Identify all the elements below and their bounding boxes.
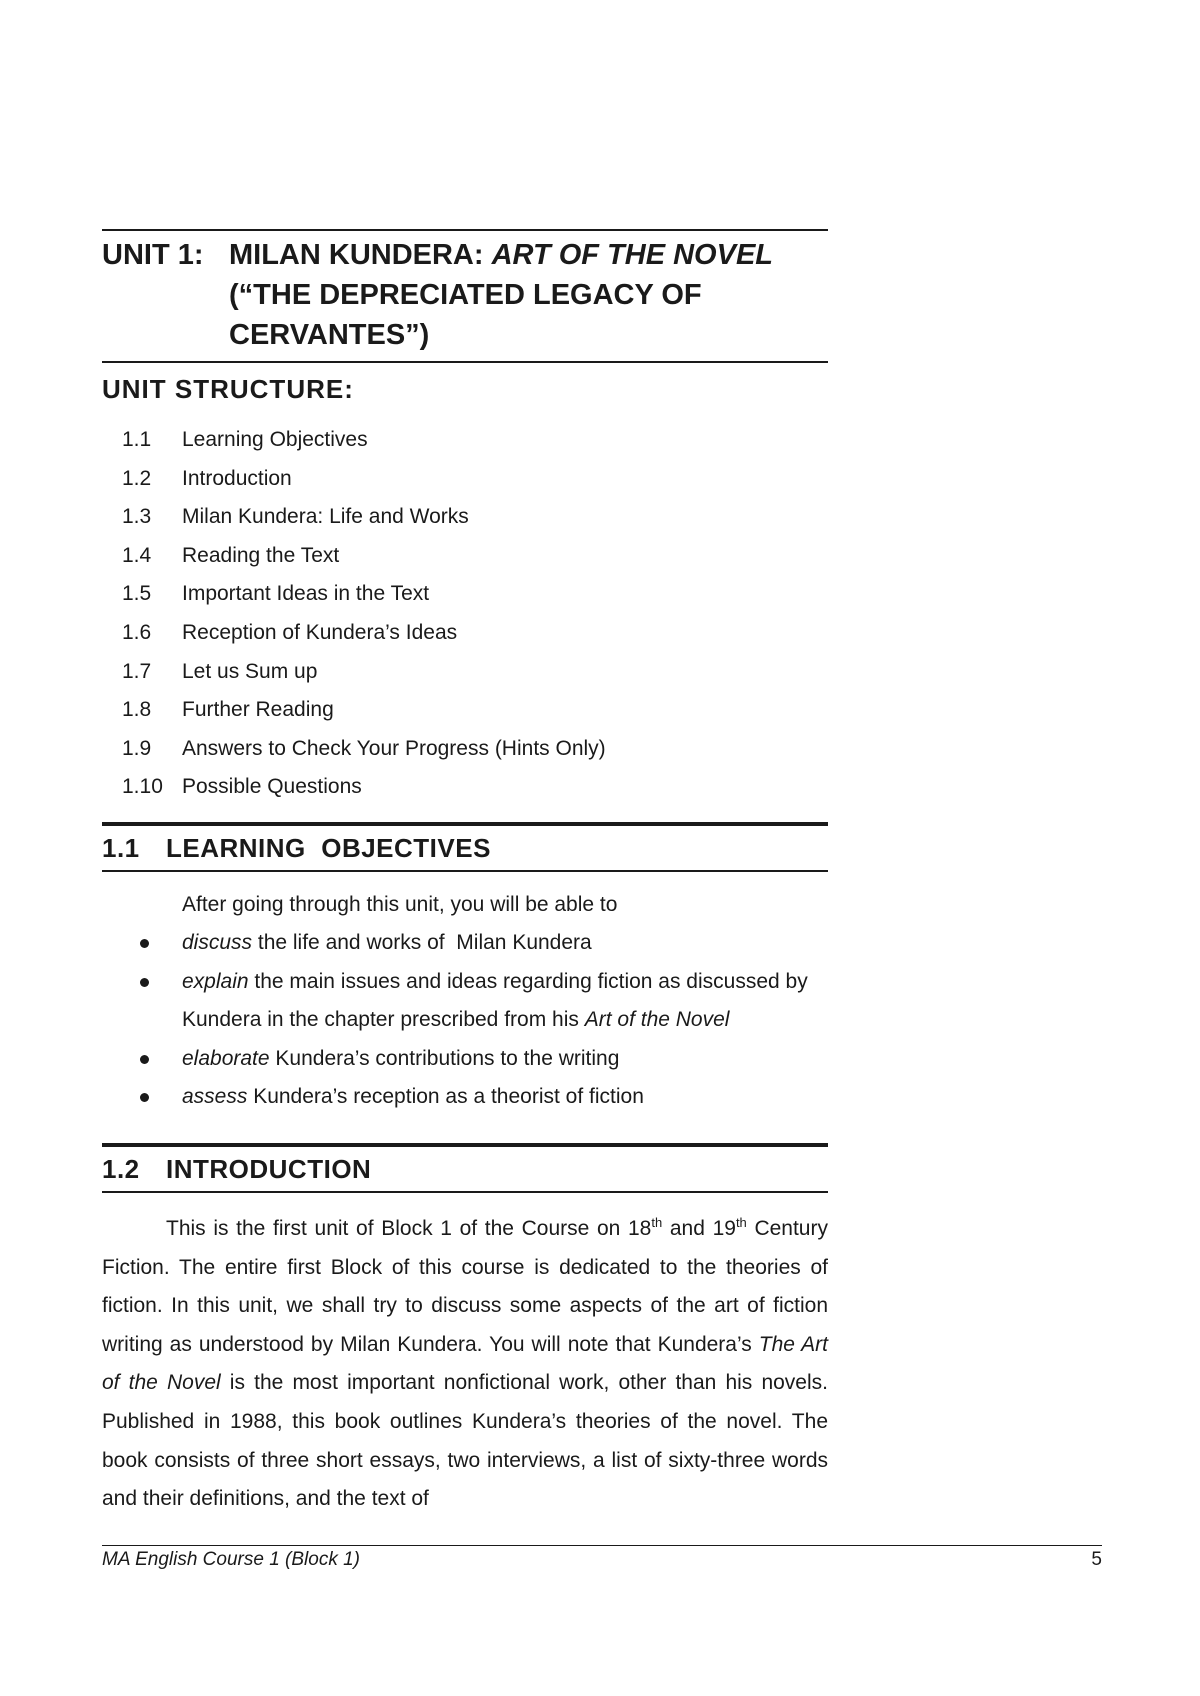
- structure-item: 1.3 Milan Kundera: Life and Works: [122, 505, 469, 529]
- section-heading-introduction: 1.2 INTRODUCTION: [102, 1143, 828, 1193]
- structure-item: 1.5 Important Ideas in the Text: [122, 582, 430, 606]
- structure-item: 1.4 Reading the Text: [122, 543, 340, 567]
- page-footer: [102, 1545, 1102, 1571]
- structure-item: 1.1 Learning Objectives: [122, 428, 368, 451]
- structure-item: 1.8 Further Reading: [122, 698, 334, 722]
- structure-item: 1.7 Let us Sum up: [122, 659, 318, 683]
- unit-structure-heading: UNIT STRUCTURE:: [102, 374, 354, 404]
- unit-title-line3: CERVANTES”): [229, 319, 430, 351]
- section-heading-learning-objectives: 1.1 LEARNING OBJECTIVES: [102, 822, 828, 872]
- unit-title-line1: MILAN KUNDERA: ART OF THE NOVEL: [229, 239, 774, 271]
- learning-objectives-body: [102, 886, 828, 1117]
- unit-structure-list: [102, 421, 828, 807]
- introduction-paragraph: This is the first unit of Block 1 of the Course on 18th and 19th Century Fiction. The entire first Block of this course is dedicated to the theories of fiction. In this unit, we shall try to discuss some aspects of the art of fiction writing as understood by Milan Kundera. You will note that Kundera’s The Art of the Novel is the most important nonfictional work, other than his novels. Published in 1988, this book outlines Kundera’s theories of the novel. The book consists of three short essays, two interviews, a list of sixty-three words and their definitions, and the text of: [102, 1215, 828, 1511]
- structure-item: 1.6 Reception of Kundera’s Ideas: [122, 620, 458, 644]
- objectives-intro: After going through this unit, you will be able to: [182, 893, 618, 916]
- unit-title-line2: (“THE DEPRECIATED LEGACY OF: [229, 279, 702, 311]
- unit-title: [102, 229, 828, 363]
- page-number: 5: [1091, 1549, 1102, 1570]
- objective-bullet: explain the main issues and ideas regarding fiction as discussed by Kundera in the chapter prescribed from his Art of the Novel: [102, 963, 828, 1040]
- objective-bullet: discuss the life and works of Milan Kundera: [102, 924, 828, 963]
- structure-item: 1.9 Answers to Check Your Progress (Hints Only): [122, 736, 606, 760]
- footer-course-name: MA English Course 1 (Block 1): [102, 1549, 361, 1570]
- unit-label: UNIT 1:: [102, 239, 204, 271]
- objective-bullet: elaborate Kundera’s contributions to the writing: [102, 1040, 828, 1079]
- objective-bullet: assess Kundera’s reception as a theorist of fiction: [102, 1078, 828, 1117]
- structure-item: 1.2 Introduction: [122, 466, 292, 490]
- structure-item: 1.10 Possible Questions: [122, 775, 362, 799]
